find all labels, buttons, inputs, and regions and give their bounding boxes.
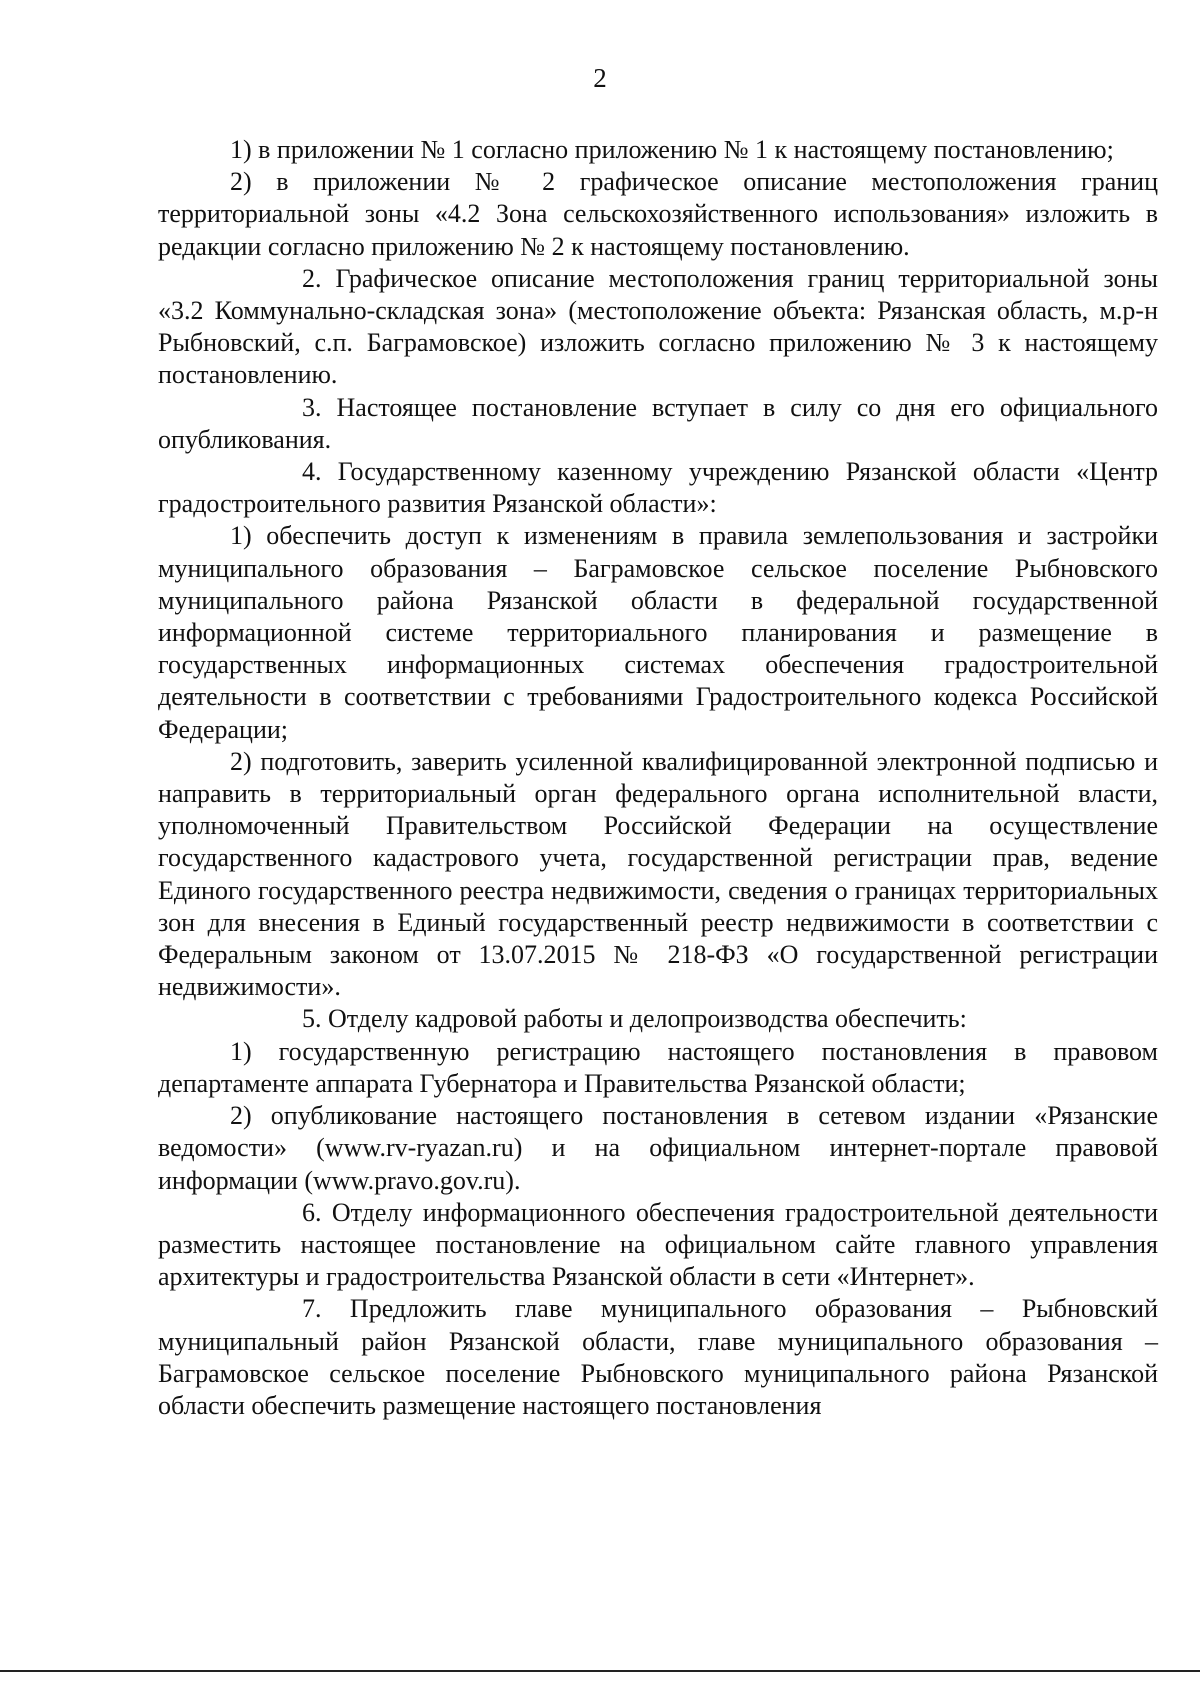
paragraph-number: 4.	[302, 457, 322, 487]
paragraph-text: Отделу кадровой работы и делопроизводства обеспечить:	[328, 1004, 967, 1034]
paragraph-number: 2.	[302, 263, 322, 293]
paragraph-2	[158, 263, 1158, 392]
paragraph-text: Отделу информационного обеспечения градостроительной деятельности разместить настоящее постановление на официальном сайте главного управления архитектуры и градостроительства Рязанской области в сети «Интернет».	[158, 1197, 1159, 1292]
page-number: 2	[593, 63, 607, 93]
paragraph-5-2	[158, 1100, 1158, 1197]
paragraph-1-1	[158, 134, 1158, 166]
paragraph-number: 5.	[302, 1004, 322, 1034]
paragraph-1-2	[158, 166, 1158, 263]
paragraph-text: 2) в приложении № 2 графическое описание местоположения границ территориальной зоны «4.2 Зона сельскохозяйственного использования» изложить в редакции согласно приложению № 2 к настоящему постановлению.	[158, 167, 1158, 261]
paragraph-text: Предложить главе муниципального образования – Рыбновский муниципальный район Рязанской области, главе муниципального образования – Баграмовское сельское поселение Рыбновского муниципального района Рязанской области обеспечить размещение настоящего постановления	[158, 1294, 1159, 1420]
paragraph-7	[158, 1293, 1158, 1422]
paragraph-text: 1) обеспечить доступ к изменениям в правила землепользования и застройки муниципального образования – Баграмовское сельское поселение Рыбновского муниципального района Рязанской области в федеральной государственной информационной системе территориального планирования и размещение в государственных информационных системах обеспечения градостроительной деятельности в соответствии с требованиями Градостроительного кодекса Российской Федерации;	[158, 521, 1158, 744]
paragraph-text: 2) подготовить, заверить усиленной квалифицированной электронной подписью и направить в территориальный орган федерального органа исполнительной власти, уполномоченный Правительством Российской Федерации на осуществление государственного кадастрового учета, государственной регистрации прав, ведение Единого государственного реестра недвижимости, сведения о границах территориальных зон для внесения в Единый государственный реестр недвижимости в соответствии с Федеральным законом от 13.07.2015 № 218-ФЗ «О государственной регистрации недвижимости».	[158, 746, 1158, 1002]
paragraph-text: 2) опубликование настоящего постановления в сетевом издании «Рязанские ведомости» (www.rv-ryazan.ru) и на официальном интернет-портале правовой информации (www.pravo.gov.ru).	[158, 1101, 1158, 1195]
paragraph-text: Графическое описание местоположения границ территориальной зоны «3.2 Коммунально-складская зона» (местоположение объекта: Рязанская область, м.р-н Рыбновский, с.п. Баграмовское) изложить согласно приложению № 3 к настоящему постановлению.	[158, 263, 1159, 390]
paragraph-number: 3.	[302, 392, 322, 422]
paragraph-number: 7.	[302, 1294, 322, 1324]
paragraph-3	[158, 392, 1158, 456]
bottom-divider	[0, 1670, 1200, 1672]
paragraph-5-1	[158, 1036, 1158, 1100]
paragraph-5	[158, 1003, 1158, 1035]
paragraph-text: Настоящее постановление вступает в силу со дня его официального опубликования.	[158, 392, 1159, 454]
paragraph-4-1	[158, 520, 1158, 745]
paragraph-4	[158, 456, 1158, 520]
paragraph-text: Государственному казенному учреждению Рязанской области «Центр градостроительного развития Рязанской области»:	[158, 457, 1159, 519]
paragraph-text: 1) в приложении № 1 согласно приложению № 1 к настоящему постановлению;	[230, 135, 1114, 164]
paragraph-text: 1) государственную регистрацию настоящего постановления в правовом департаменте аппарата Губернатора и Правительства Рязанской области;	[158, 1036, 1158, 1098]
document-body	[158, 134, 1158, 1422]
paragraph-number: 6.	[302, 1197, 322, 1227]
paragraph-4-2	[158, 746, 1158, 1004]
paragraph-6	[158, 1197, 1158, 1294]
